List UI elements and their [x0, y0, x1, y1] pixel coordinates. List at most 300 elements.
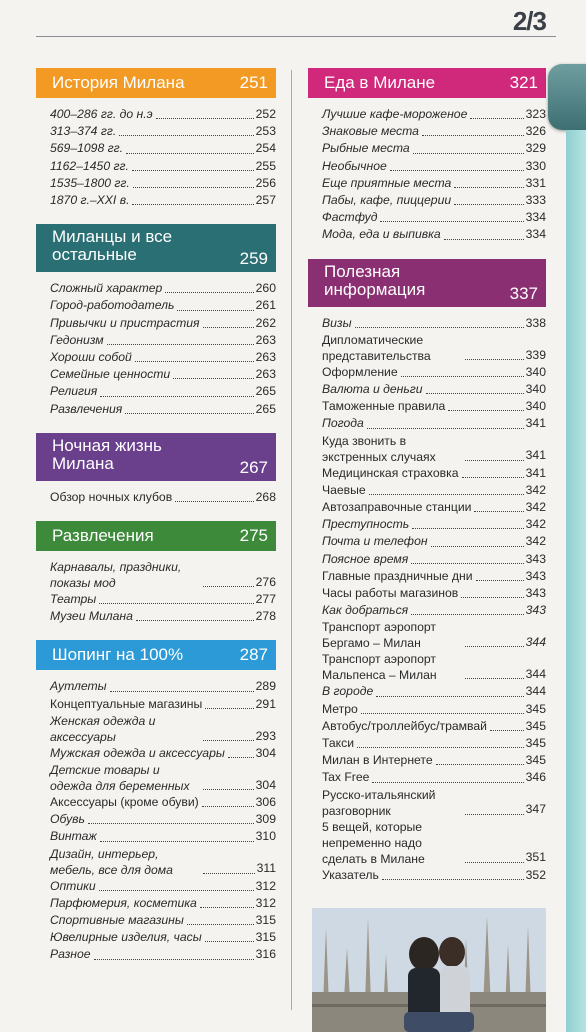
entry-page: 268	[255, 489, 276, 504]
entry-title: Хороши собой	[50, 350, 132, 365]
entry-title: Оптики	[50, 878, 96, 893]
dot-leader	[126, 153, 254, 154]
dot-leader	[107, 344, 254, 345]
toc-entry[interactable]	[50, 366, 276, 383]
dot-leader	[203, 740, 254, 741]
toc-left-column	[36, 68, 276, 979]
toc-entry[interactable]	[50, 608, 276, 625]
entry-title: Развлечения	[50, 401, 123, 416]
milan-cathedral-photo	[312, 908, 546, 1032]
entry-title: Транспорт аэропорт Бергамо – Милан	[322, 620, 437, 651]
entry-title: Главные праздничные дни	[322, 568, 473, 583]
entry-page: 343	[525, 586, 546, 601]
entry-title: Погода	[322, 416, 364, 431]
dot-leader	[100, 841, 254, 842]
header-rule	[36, 36, 556, 37]
entry-title: Рыбные места	[322, 141, 410, 156]
entry-page: 341	[525, 416, 546, 431]
toc-entry[interactable]	[50, 401, 276, 418]
toc-entry[interactable]	[322, 158, 546, 175]
dot-leader	[205, 941, 254, 942]
entry-page: 338	[525, 315, 546, 330]
entry-page: 310	[255, 829, 276, 844]
entry-title: 313–374 гг.	[50, 124, 117, 139]
entry-title: Метро	[322, 701, 358, 716]
dot-leader	[412, 528, 523, 529]
section-items	[36, 678, 276, 963]
toc-entry[interactable]	[322, 140, 546, 157]
toc-entry[interactable]	[50, 297, 276, 314]
dot-leader	[119, 135, 253, 136]
entry-page: 257	[255, 193, 276, 208]
entry-title: Лучшие кафе-мороженое	[322, 107, 468, 121]
entry-title: Город-работодатель	[50, 298, 175, 313]
entry-page: 339	[525, 347, 546, 362]
entry-page: 263	[255, 367, 276, 382]
entry-title: Оформление	[322, 364, 398, 379]
toc-entry[interactable]	[322, 381, 546, 398]
entry-page: 342	[525, 534, 546, 549]
toc-entry[interactable]	[322, 735, 546, 752]
entry-page: 311	[256, 861, 276, 876]
section-title: Еда в Милане	[324, 73, 436, 92]
entry-page: 265	[255, 384, 276, 399]
entry-page: 252	[255, 107, 276, 121]
toc-entry[interactable]	[50, 489, 276, 506]
entry-title: Сложный характер	[50, 281, 163, 296]
entry-page: 253	[255, 124, 276, 139]
entry-page: 316	[255, 947, 276, 962]
toc-entry[interactable]	[50, 878, 276, 895]
dot-leader	[99, 603, 253, 604]
entry-page: 342	[525, 482, 546, 497]
entry-page: 262	[255, 315, 276, 330]
toc-right-column	[308, 68, 546, 899]
entry-page: 323	[525, 107, 546, 121]
toc-entry[interactable]	[322, 787, 546, 819]
entry-title: Указатель	[322, 867, 379, 882]
toc-entry[interactable]	[322, 516, 546, 533]
entry-title: Милан в Интернете	[322, 753, 433, 768]
entry-page: 278	[255, 609, 276, 624]
toc-entry[interactable]	[322, 551, 546, 568]
toc-entry[interactable]	[322, 867, 546, 884]
dot-leader	[100, 396, 253, 397]
toc-entry[interactable]	[50, 315, 276, 332]
entry-title: Концептуальные магазины	[50, 696, 203, 711]
dot-leader	[474, 511, 523, 512]
entry-page: 326	[525, 124, 546, 139]
entry-title: Куда звонить в экстренных случаях	[322, 433, 436, 464]
entry-title: Музеи Милана	[50, 609, 133, 624]
dot-leader	[401, 376, 524, 377]
section-page: 287	[239, 645, 268, 665]
entry-title: Визы	[322, 315, 352, 330]
toc-entry[interactable]	[50, 383, 276, 400]
dot-leader	[203, 873, 255, 874]
entry-page: 343	[525, 568, 546, 583]
dot-leader	[132, 204, 253, 205]
entry-page: 315	[255, 930, 276, 945]
toc-entry[interactable]	[322, 226, 546, 243]
toc-entry[interactable]	[322, 683, 546, 700]
entry-title: В городе	[322, 684, 374, 699]
entry-page: 340	[525, 364, 546, 379]
entry-title: Детские товары и одежда для беременных	[50, 763, 190, 794]
page-number: 2/3	[512, 6, 546, 36]
entry-title: Ювелирные изделия, часы	[50, 930, 202, 945]
dot-leader	[94, 959, 254, 960]
entry-title: 1535–1800 гг.	[50, 175, 130, 190]
section-title: История Милана	[52, 73, 185, 92]
section-title: Шопинг на 100%	[52, 645, 184, 665]
toc-entry[interactable]	[322, 465, 546, 482]
toc-entry[interactable]	[322, 585, 546, 602]
chapter-tab[interactable]	[548, 64, 586, 130]
dot-leader	[156, 118, 254, 119]
section-items	[36, 106, 276, 209]
entry-page: 343	[525, 603, 546, 618]
entry-page: 345	[525, 753, 546, 768]
section-items	[308, 106, 546, 244]
entry-page: 345	[525, 736, 546, 751]
section-header[interactable]	[308, 68, 546, 98]
entry-page: 341	[525, 465, 546, 480]
entry-title: Почта и телефон	[322, 534, 428, 549]
entry-page: 291	[255, 696, 276, 711]
entry-page: 343	[525, 551, 546, 566]
dot-leader	[205, 708, 253, 709]
toc-entry[interactable]	[322, 482, 546, 499]
dot-leader	[357, 747, 524, 748]
entry-title: 400–286 гг. до н.э	[50, 107, 153, 121]
entry-title: Дипломатические представительства	[322, 332, 431, 363]
toc-entry[interactable]	[50, 696, 276, 713]
toc-entry[interactable]	[322, 209, 546, 226]
entry-page: 351	[525, 850, 546, 865]
entry-title: Обувь	[50, 812, 85, 827]
entry-title: Пабы, кафе, пиццерии	[322, 193, 452, 208]
dot-leader	[136, 620, 254, 621]
entry-page: 304	[255, 745, 276, 760]
entry-title: Валюта и деньги	[322, 382, 423, 397]
entry-page: 344	[525, 667, 546, 682]
entry-title: Знаковые места	[322, 124, 419, 139]
toc-entry[interactable]	[322, 192, 546, 209]
entry-title: Мужская одежда и аксессуары	[50, 745, 225, 760]
section-items	[36, 489, 276, 506]
entry-title: 1162–1450 гг.	[50, 158, 129, 173]
toc-entry[interactable]	[50, 929, 276, 946]
toc-entry[interactable]	[50, 762, 276, 794]
entry-title: Поясное время	[322, 551, 409, 566]
toc-entry[interactable]	[50, 280, 276, 297]
toc-entry[interactable]	[322, 769, 546, 786]
toc-entry[interactable]	[322, 315, 546, 332]
section-header[interactable]	[36, 521, 276, 551]
entry-page: 276	[255, 574, 276, 589]
entry-page: 315	[255, 913, 276, 928]
dot-leader	[132, 170, 254, 171]
toc-entry[interactable]	[50, 140, 276, 157]
toc-entry[interactable]	[50, 745, 276, 762]
entry-page: 342	[525, 500, 546, 515]
dot-leader	[376, 696, 523, 697]
entry-page: 293	[255, 728, 276, 743]
entry-page: 340	[525, 399, 546, 414]
entry-title: Театры	[50, 592, 97, 607]
entry-page: 334	[525, 227, 546, 242]
toc-entry[interactable]	[50, 912, 276, 929]
dot-leader	[165, 292, 253, 293]
toc-entry[interactable]	[322, 433, 546, 465]
toc-entry[interactable]	[322, 568, 546, 585]
toc-section	[308, 259, 546, 884]
dot-leader	[436, 764, 524, 765]
entry-page: 347	[525, 802, 546, 817]
dot-leader	[444, 239, 524, 240]
entry-page: 329	[525, 141, 546, 156]
entry-title: Преступность	[322, 517, 410, 532]
entry-title: Автобус/троллейбус/трамвай	[322, 718, 487, 733]
entry-title: Чаевые	[322, 482, 366, 497]
toc-entry[interactable]	[50, 713, 276, 745]
toc-entry[interactable]	[322, 415, 546, 432]
entry-page: 341	[525, 448, 546, 463]
section-header[interactable]	[36, 433, 276, 481]
entry-title: Парфюмерия, косметика	[50, 895, 197, 910]
toc-entry[interactable]	[322, 819, 546, 867]
dot-leader	[173, 378, 254, 379]
toc-entry[interactable]	[322, 701, 546, 718]
cathedral-photo-graphic	[312, 908, 546, 1032]
dot-leader	[476, 580, 524, 581]
entry-page: 277	[255, 592, 276, 607]
dot-leader	[187, 924, 254, 925]
entry-page: 342	[525, 517, 546, 532]
section-items	[36, 559, 276, 625]
toc-entry[interactable]	[50, 946, 276, 963]
dot-leader	[200, 907, 254, 908]
dot-leader	[413, 153, 524, 154]
entry-page: 304	[255, 777, 276, 792]
entry-title: Гедонизм	[50, 332, 104, 347]
toc-entry[interactable]	[50, 811, 276, 828]
dot-leader	[372, 782, 523, 783]
entry-title: 1870 г.–XXI в.	[50, 193, 130, 208]
dot-leader	[355, 327, 524, 328]
entry-title: Карнавалы, праздники, показы мод	[50, 560, 182, 591]
entry-title: Необычное	[322, 158, 387, 173]
entry-page: 346	[525, 770, 546, 785]
entry-page: 309	[255, 812, 276, 827]
section-title: Полезная информация	[324, 261, 426, 299]
section-header[interactable]	[308, 259, 546, 307]
toc-section	[308, 68, 546, 244]
entry-page: 254	[255, 141, 276, 156]
section-items	[308, 315, 546, 884]
entry-page: 263	[255, 350, 276, 365]
dot-leader	[382, 879, 524, 880]
dot-leader	[465, 646, 524, 647]
entry-title: Медицинская страховка	[322, 465, 459, 480]
dot-leader	[465, 460, 524, 461]
toc-entry[interactable]	[50, 678, 276, 695]
dot-leader	[465, 814, 524, 815]
entry-page: 344	[525, 684, 546, 699]
toc-entry[interactable]	[50, 106, 276, 123]
toc-section	[36, 640, 276, 963]
toc-section	[36, 521, 276, 625]
toc-entry[interactable]	[50, 591, 276, 608]
section-header[interactable]	[36, 640, 276, 670]
toc-entry[interactable]	[50, 895, 276, 912]
entry-page: 330	[525, 158, 546, 173]
color-sidebar	[566, 130, 586, 1032]
entry-page: 345	[525, 718, 546, 733]
entry-title: Еще приятные места	[322, 175, 452, 190]
toc-section	[36, 68, 276, 209]
entry-page: 333	[525, 193, 546, 208]
dot-leader	[228, 757, 254, 758]
toc-section	[36, 224, 276, 418]
dot-leader	[175, 501, 253, 502]
entry-title: Дизайн, интерьер, мебель, все для дома	[50, 846, 173, 877]
section-page: 267	[239, 457, 268, 477]
entry-title: Автозаправочные станции	[322, 500, 472, 515]
toc-entry[interactable]	[322, 533, 546, 550]
entry-title: Аксессуары (кроме обуви)	[50, 795, 199, 810]
dot-leader	[462, 477, 524, 478]
section-page: 337	[509, 283, 538, 303]
entry-title: Привычки и пристрастия	[50, 315, 200, 330]
entry-title: Разное	[50, 947, 91, 962]
dot-leader	[422, 135, 524, 136]
dot-leader	[490, 730, 524, 731]
entry-title: Женская одежда и аксессуары	[50, 713, 156, 744]
section-page: 275	[239, 526, 268, 546]
entry-page: 255	[255, 158, 276, 173]
dot-leader	[470, 118, 523, 119]
entry-page: 256	[255, 175, 276, 190]
entry-title: Часы работы магазинов	[322, 586, 459, 601]
dot-leader	[99, 890, 254, 891]
dot-leader	[202, 806, 254, 807]
dot-leader	[465, 359, 524, 360]
entry-title: Мода, еда и выпивка	[322, 227, 441, 242]
section-title: Развлечения	[52, 526, 154, 546]
toc-entry[interactable]	[50, 123, 276, 140]
section-page: 321	[509, 73, 538, 92]
section-header[interactable]	[36, 68, 276, 98]
entry-title: Tax Free	[322, 770, 370, 785]
column-divider	[291, 70, 292, 1010]
dot-leader	[411, 563, 523, 564]
dot-leader	[361, 713, 524, 714]
dot-leader	[465, 862, 524, 863]
toc-entry[interactable]	[322, 123, 546, 140]
entry-title: Аутлеты	[50, 679, 107, 694]
dot-leader	[110, 691, 254, 692]
entry-title: Обзор ночных клубов	[50, 489, 173, 504]
entry-page: 306	[255, 795, 276, 810]
entry-page: 312	[255, 895, 276, 910]
entry-title: Семейные ценности	[50, 367, 171, 382]
toc-entry[interactable]	[322, 651, 546, 683]
entry-page: 260	[255, 281, 276, 296]
entry-page: 261	[255, 298, 276, 313]
dot-leader	[448, 410, 523, 411]
toc-entry[interactable]	[322, 106, 546, 123]
entry-title: Фастфуд	[322, 210, 378, 225]
dot-leader	[135, 361, 254, 362]
entry-page: 331	[525, 175, 546, 190]
toc-entry[interactable]	[322, 602, 546, 619]
entry-title: 5 вещей, которые непременно надо сделать в Милане	[322, 819, 425, 866]
dot-leader	[369, 494, 524, 495]
toc-entry[interactable]	[50, 559, 276, 591]
entry-page: 312	[255, 878, 276, 893]
toc-entry[interactable]	[50, 349, 276, 366]
entry-page: 345	[525, 701, 546, 716]
toc-entry[interactable]	[322, 619, 546, 651]
dot-leader	[125, 413, 253, 414]
toc-entry[interactable]	[322, 175, 546, 192]
toc-entry[interactable]	[50, 794, 276, 811]
toc-entry[interactable]	[322, 332, 546, 364]
section-page: 251	[239, 73, 268, 92]
toc-entry[interactable]	[50, 846, 276, 878]
toc-entry[interactable]	[50, 192, 276, 209]
dot-leader	[177, 310, 253, 311]
dot-leader	[367, 428, 524, 429]
dot-leader	[426, 393, 524, 394]
dot-leader	[380, 221, 523, 222]
dot-leader	[465, 678, 524, 679]
dot-leader	[454, 204, 524, 205]
section-title: Ночная жизнь Милана	[52, 435, 162, 473]
entry-page: 344	[525, 635, 546, 650]
entry-title: Как добраться	[322, 603, 409, 618]
toc-entry[interactable]	[322, 752, 546, 769]
entry-page: 352	[525, 867, 546, 882]
entry-title: Такси	[322, 736, 355, 751]
dot-leader	[431, 546, 524, 547]
entry-title: Религия	[50, 384, 98, 399]
toc-entry[interactable]	[50, 175, 276, 192]
entry-title: Винтаж	[50, 829, 97, 844]
dot-leader	[461, 597, 523, 598]
toc-entry[interactable]	[50, 332, 276, 349]
entry-page: 334	[525, 210, 546, 225]
entry-title: Транспорт аэропорт Мальпенса – Милан	[322, 652, 437, 683]
dot-leader	[390, 170, 524, 171]
toc-entry[interactable]	[50, 828, 276, 845]
entry-page: 289	[255, 679, 276, 694]
section-page: 259	[239, 249, 268, 269]
entry-page: 340	[525, 382, 546, 397]
toc-entry[interactable]	[322, 398, 546, 415]
dot-leader	[454, 187, 523, 188]
section-title: Миланцы и все остальные	[52, 227, 173, 265]
toc-entry[interactable]	[322, 718, 546, 735]
toc-entry[interactable]	[50, 158, 276, 175]
toc-entry[interactable]	[322, 499, 546, 516]
toc-entry[interactable]	[322, 364, 546, 381]
dot-leader	[133, 187, 254, 188]
entry-title: 569–1098 гг.	[50, 141, 124, 156]
section-header[interactable]	[36, 224, 276, 272]
